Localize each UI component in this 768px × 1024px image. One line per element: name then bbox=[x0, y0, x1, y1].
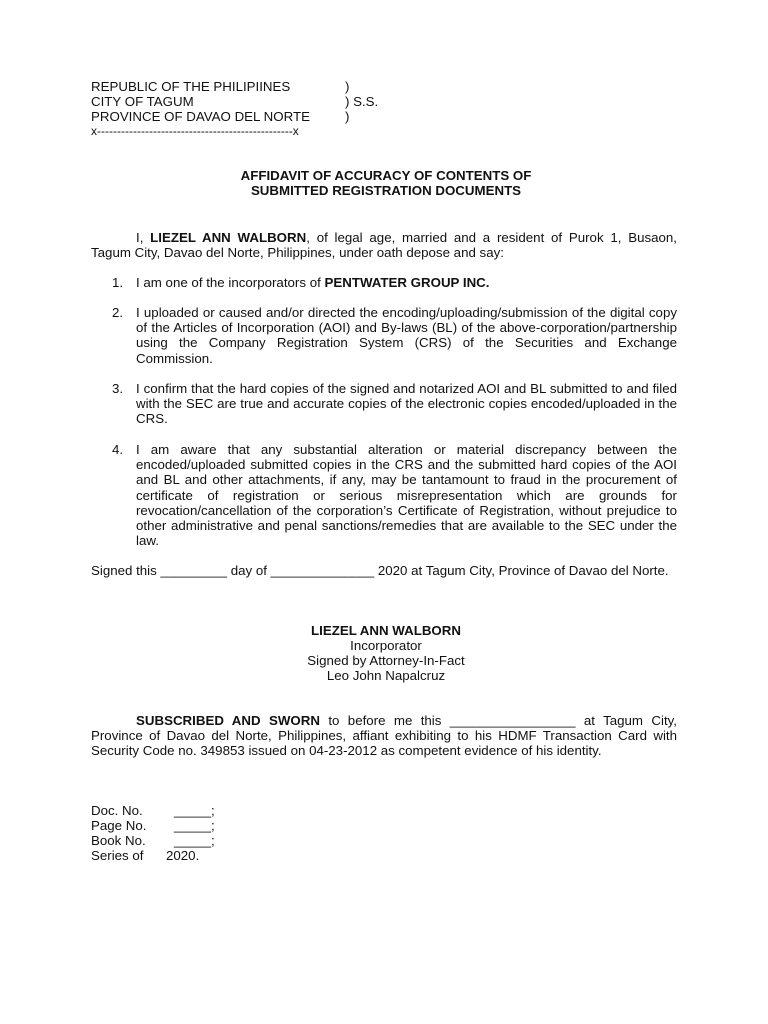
caption-paren-3 bbox=[345, 109, 349, 124]
caption-city: CITY OF TAGUM bbox=[91, 94, 194, 109]
title-line-2: SUBMITTED REGISTRATION DOCUMENTS bbox=[250, 183, 522, 198]
signature-signed-by: Signed by Attorney-In-Fact bbox=[307, 653, 465, 668]
caption-paren-province: ) bbox=[345, 109, 350, 124]
item-3-number: 3. bbox=[112, 381, 124, 396]
book-no-label: Book No. bbox=[91, 833, 146, 848]
item-4-number: 4. bbox=[112, 442, 124, 457]
signed-paragraph: Signed this _________ day of ______________ 2020 at Tagum City, Province of Davao del Norte. bbox=[91, 563, 669, 578]
caption-line-republic bbox=[91, 79, 290, 94]
item-2-number: 2. bbox=[112, 305, 124, 320]
caption-line-city bbox=[91, 94, 194, 109]
item-2-text: I uploaded or caused and/or directed the encoding/uploading/submission of the digital copy of the Articles of Incorporation (AOI) and By-laws (BL) of the above-corporation/partnership using the Company Registration System (CRS) of the Securities and Exchange Commission. bbox=[136, 305, 677, 366]
signature-attorney: Leo John Napalcruz bbox=[326, 668, 446, 683]
jurat-body: to before me this _________________ at Tagum City, Province of Davao del Norte, Philippines, affiant exhibiting to his HDMF Transaction Card with Security Code no. 349853 issued on 04-23-2012 as competent evidence of his identity. bbox=[91, 713, 677, 759]
book-no-value: _____; bbox=[174, 833, 215, 848]
series-value: 2020. bbox=[166, 848, 200, 863]
item-3-text: I confirm that the hard copies of the signed and notarized AOI and BL submitted to and filed with the SEC are true and accurate copies of the electronic copies encoded/uploaded in the CRS. bbox=[136, 381, 677, 427]
title-line-1: AFFIDAVIT OF ACCURACY OF CONTENTS OF bbox=[240, 168, 532, 183]
caption-line-province bbox=[91, 109, 310, 124]
signature-name: LIEZEL ANN WALBORN bbox=[311, 623, 461, 638]
doc-no-value: _____; bbox=[174, 803, 215, 818]
affiant-name: LIEZEL ANN WALBORN bbox=[150, 230, 307, 245]
caption-paren-2 bbox=[345, 94, 378, 109]
page-no-value: _____; bbox=[174, 818, 215, 833]
caption-separator: x-------------------------------------------------x bbox=[91, 124, 299, 138]
intro-rest: , of legal age, married and a resident of Purok 1, Busaon, Tagum City, Davao del Norte, Philippines, under oath depose and say: bbox=[91, 230, 677, 261]
item-1-number: 1. bbox=[112, 275, 124, 290]
caption-paren-1 bbox=[345, 79, 349, 94]
jurat-paragraph bbox=[91, 713, 677, 759]
item-1-text bbox=[136, 275, 677, 290]
intro-paragraph bbox=[91, 230, 677, 260]
caption-ss: ) S.S. bbox=[345, 94, 379, 109]
caption-paren-republic: ) bbox=[345, 79, 350, 94]
doc-no-label: Doc. No. bbox=[91, 803, 143, 818]
item-1-body: I am one of the incorporators of bbox=[136, 275, 325, 290]
jurat-heading: SUBSCRIBED AND SWORN bbox=[136, 713, 320, 728]
intro-prefix: I, bbox=[136, 230, 151, 245]
caption-province: PROVINCE OF DAVAO DEL NORTE bbox=[91, 109, 310, 124]
company-name: PENTWATER GROUP INC. bbox=[324, 275, 490, 290]
page-no-label: Page No. bbox=[91, 818, 147, 833]
signature-role: Incorporator bbox=[350, 638, 422, 653]
item-4-text: I am aware that any substantial alteration or material discrepancy between the encoded/uploaded submitted copies in the CRS and the submitted hard copies of the AOI and BL and other attachments, if any, may be tantamount to fraud in the procurement of certificate of registration or serious misrepresentation which are grounds for revocation/cancellation of the corporation’s Certificate of Registration, without prejudice to other administrative and penal sanctions/remedies that are available to the SEC under the law. bbox=[136, 442, 677, 549]
caption-republic: REPUBLIC OF THE PHILIPIINES bbox=[91, 79, 291, 94]
series-label: Series of bbox=[91, 848, 144, 863]
